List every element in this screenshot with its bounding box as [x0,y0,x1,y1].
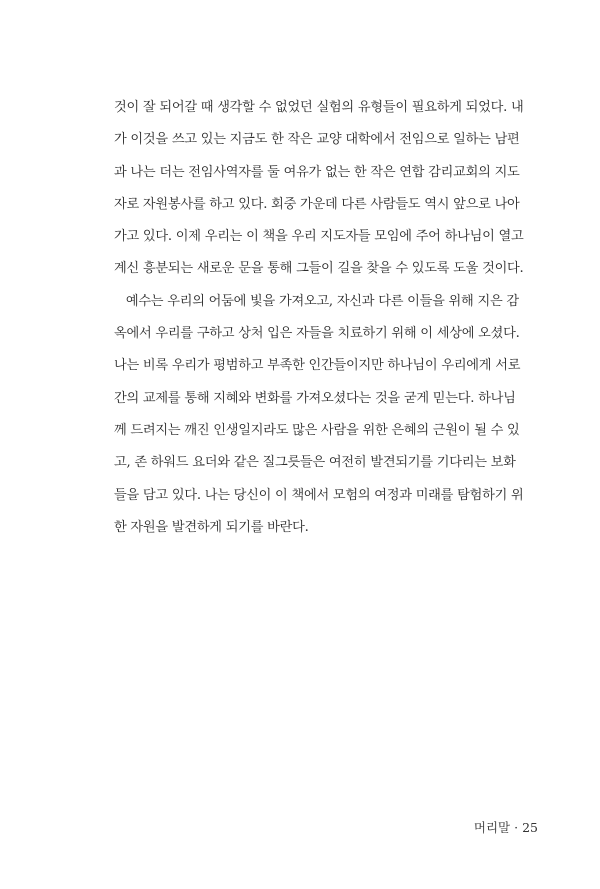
page-number: 25 [522,820,538,835]
text-line: 가고 있다. 이제 우리는 이 책을 우리 지도자들 모임에 주어 하나님이 열고 [114,229,524,245]
text-line: 가 이것을 쓰고 있는 지금도 한 작은 교양 대학에서 전임으로 일하는 남편 [114,132,520,148]
text-line: 께 드려지는 깨진 인생일지라도 많은 사람을 위한 은혜의 근원이 될 수 있 [114,422,520,438]
running-section-title: 머리말 [473,820,511,835]
text-line: 것이 잘 되어갈 때 생각할 수 없었던 실험의 유형들이 필요하게 되었다. 내 [114,100,524,115]
text-line: 계신 흥분되는 새로운 문을 통해 그들이 길을 찾을 수 있도록 도울 것이다. [114,261,524,277]
text-line: 한 자원을 발견하게 되기를 바란다. [114,519,309,535]
page-footer [474,818,538,836]
text-line: 나는 비록 우리가 평범하고 부족한 인간들이지만 하나님이 우리에게 서로 [114,358,521,374]
footer-separator: · [514,820,519,835]
text-line: 과 나는 더는 전임사역자를 둘 여유가 없는 한 작은 연합 감리교회의 지도 [114,164,520,180]
paragraph-2 [114,286,524,544]
text-line: 간의 교제를 통해 지혜와 변화를 가져오셨다는 것을 굳게 믿는다. 하나님 [114,390,516,406]
text-line: 예수는 우리의 어둠에 빛을 가져오고, 자신과 다른 이들을 위해 지은 감 [114,293,519,309]
text-line: 옥에서 우리를 구하고 상처 입은 자들을 치료하기 위해 이 세상에 오셨다. [114,326,520,342]
text-line: 고, 존 하워드 요더와 같은 질그릇들은 여전히 발견되기를 기다리는 보화 [114,455,516,471]
paragraph-1 [114,92,524,286]
body-text [114,92,524,544]
text-line: 자로 자원봉사를 하고 있다. 회중 가운데 다른 사람들도 역시 앞으로 나아 [114,196,520,212]
text-line: 들을 담고 있다. 나는 당신이 이 책에서 모험의 여정과 미래를 탐험하기 위 [114,487,524,503]
